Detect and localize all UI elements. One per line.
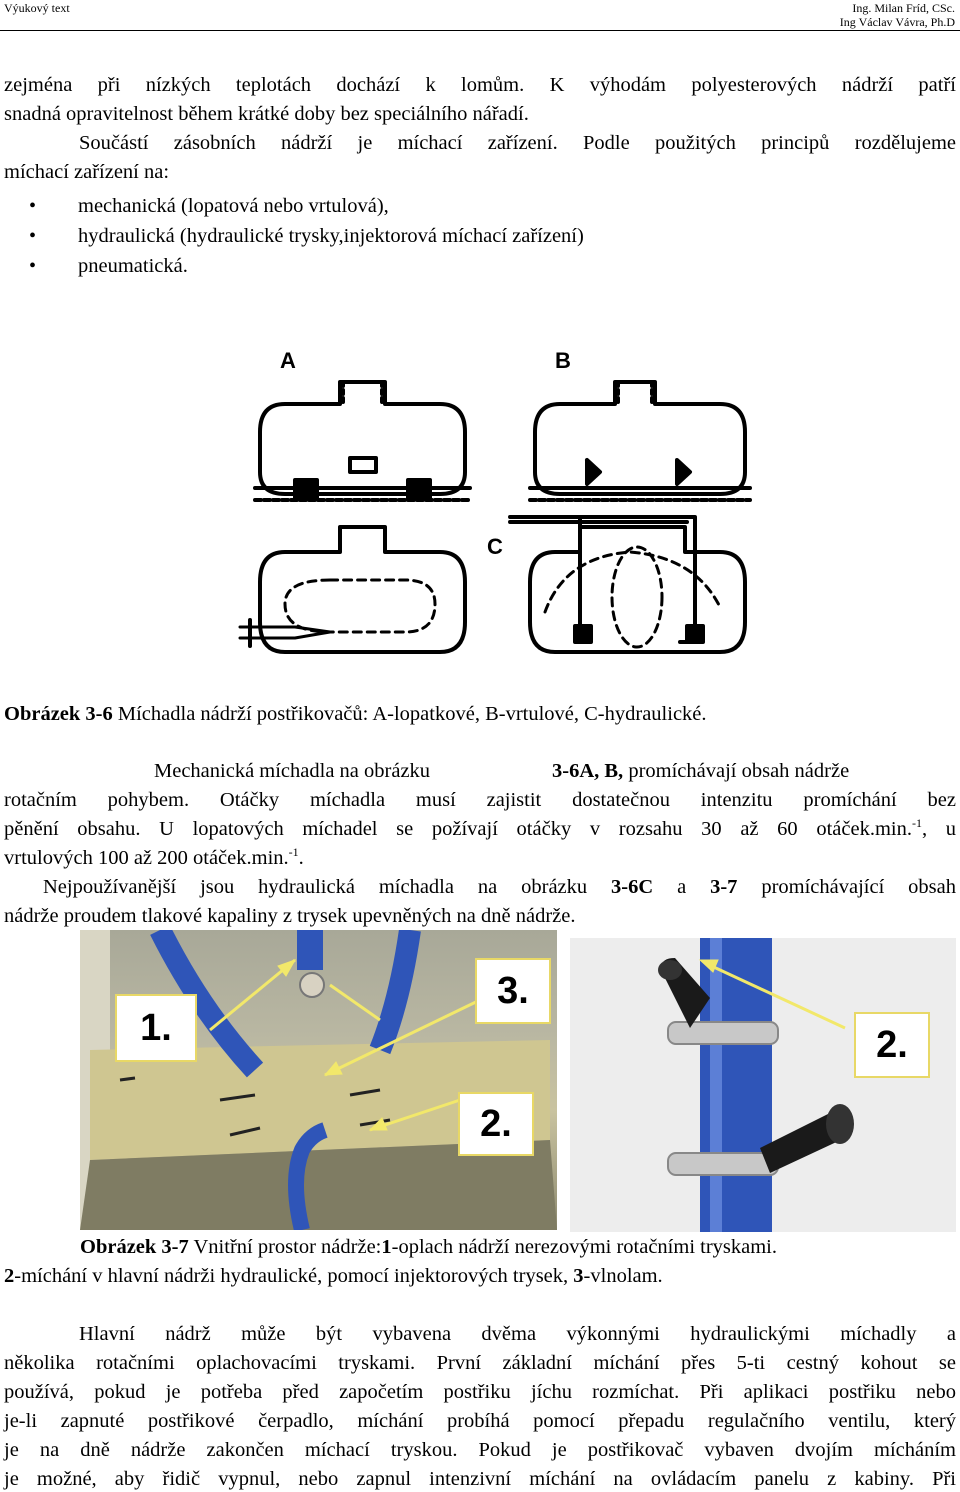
para2-line-4: vrtulových 100 až 200 otáček.min.$^{-1}$.: [4, 845, 304, 869]
intro-line-3: Součástí zásobních nádrží je míchací zařízení. Podle použitých principů rozdělujeme: [79, 132, 956, 154]
photo-label-1: 1.: [115, 994, 197, 1062]
figure-3-6-caption: Obrázek 3-6 Míchadla nádrží postřikovačů: A-lopatkové, B-vrtulové, C-hydraulické.: [4, 703, 707, 725]
figure-3-7-caption-line-1: Obrázek 3-7 Vnitřní prostor nádrže:1-oplach nádrží nerezovými rotačními tryskami.: [80, 1236, 778, 1258]
para2-line-2: rotačním pohybem. Otáčky míchadla musí zajistit dostatečnou intenzitu promíchání bez: [4, 789, 956, 811]
para3-line-2: nádrže proudem tlakové kapaliny z trysek upevněných na dně nádrže.: [4, 905, 576, 927]
header-authors: [840, 1, 955, 29]
intro-line-2: snadná opravitelnost během krátké doby bez speciálního nářadí.: [4, 103, 529, 125]
figure-3-7-caption-line-2: 2-míchání v hlavní nádrži hydraulické, pomocí injektorových trysek, 3-vlnolam.: [4, 1265, 663, 1287]
photo-label-2-right: 2.: [854, 1012, 930, 1078]
nozzle-drawing: [570, 938, 956, 1232]
para4-line-4: je-li zapnuté postřikové čerpadlo, míchání probíhá pomocí přepadu regulačního ventilu, který: [4, 1410, 956, 1432]
intro-line-4: míchací zařízení na:: [4, 161, 170, 183]
para4-line-1: Hlavní nádrž může být vybavena dvěma výkonnými hydraulickými míchadly a: [79, 1323, 956, 1345]
para3-line-1: Nejpoužívanější jsou hydraulická míchadla na obrázku 3-6C a 3-7 promíchávající obsah: [43, 876, 956, 898]
page-header: [0, 0, 960, 32]
intro-line-1: zejména při nízkých teplotách dochází k lomům. K výhodám polyesterových nádrží patří: [4, 74, 956, 96]
diagram-label-b: B: [555, 348, 571, 373]
photo-label-2-left: 2.: [458, 1092, 534, 1156]
para4-line-6: je možné, aby řidič vypnul, nebo zapnul intenzivní míchání na ovládacím panelu z kabiny. Při: [4, 1468, 956, 1490]
para2-line-3: pěnění obsahu. U lopatových míchadel se požívají otáčky v rozsahu 30 až 60 otáček.min.$^{-1}$, u: [4, 816, 956, 840]
diagram-label-a: A: [280, 348, 296, 373]
header-author-2: Ing Václav Vávra, Ph.D: [839, 15, 955, 29]
diagram-label-c: C: [487, 534, 503, 559]
header-rule: [0, 30, 960, 31]
header-author-1: Ing. Milan Fríd, CSc.: [852, 1, 955, 15]
para4-line-5: je na dně nádrže zakončen míchací tryskou. Pokud je postřikovač vybaven dvojím mícháním: [4, 1439, 956, 1461]
nozzle-photo: [570, 938, 956, 1232]
para4-line-2: několika rotačními oplachovacími tryskami. První základní míchání přes 5-ti cestný kohout se: [4, 1352, 956, 1374]
header-left: Výukový text: [4, 1, 70, 15]
para4-line-3: používá, pokud je potřeba před započetím postřiku jíchu rozmíchat. Při aplikaci postřiku nebo: [4, 1381, 956, 1403]
photo-label-3: 3.: [475, 958, 551, 1024]
tank-agitators-diagram: [225, 342, 755, 672]
